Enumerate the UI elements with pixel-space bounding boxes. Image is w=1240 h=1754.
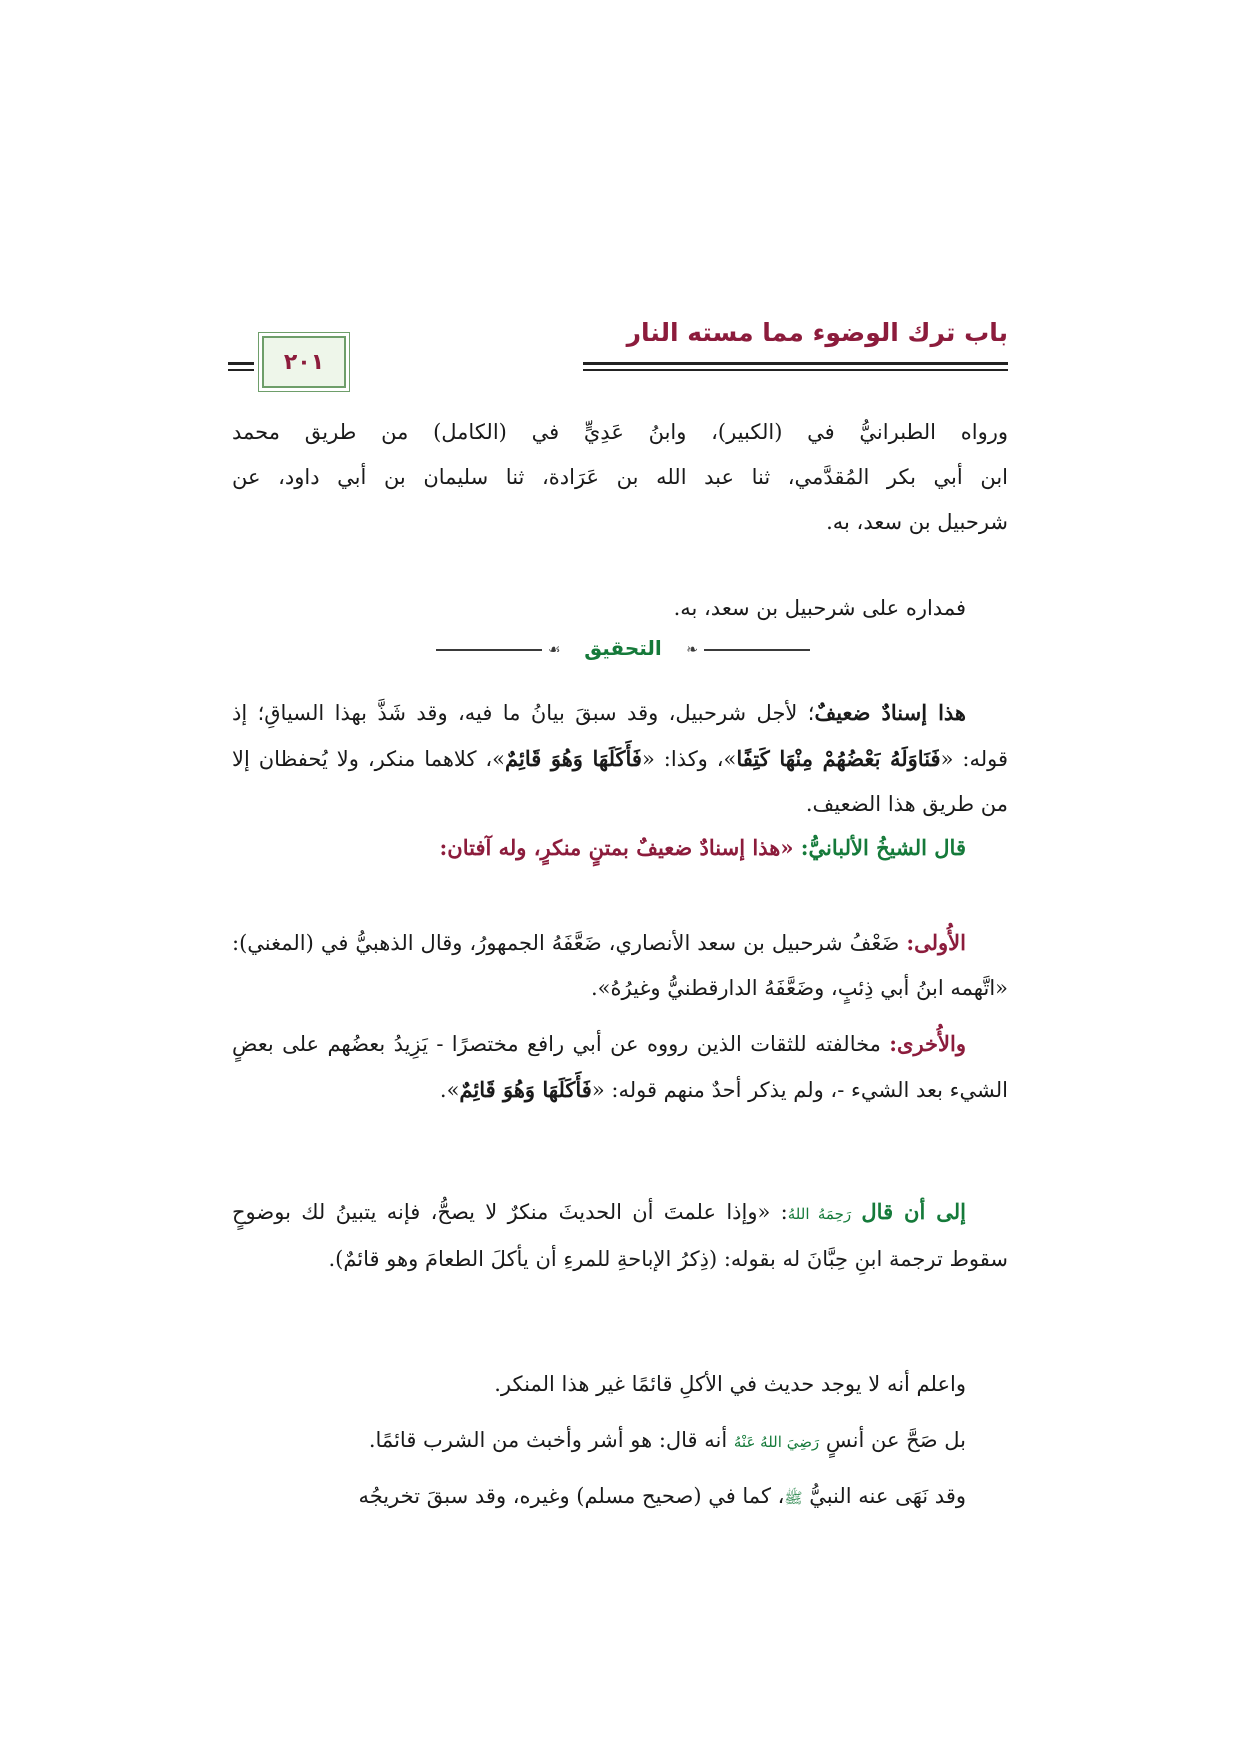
paragraph-conclusion — [232, 1189, 1008, 1282]
paragraph-text: ضَعْفُ شرحبيل بن سعد الأنصاري، ضَعَّفَهُ الجمهورُ، وقال الذهبيُّ في (المغني): «اتَّهمه ابنُ أبي ذِئبٍ، وضَعَّفَهُ الدارقطنيُّ وغيرُهُ». — [232, 931, 1008, 1000]
paragraph-albani — [232, 825, 1008, 871]
honorific-glyph: رَحِمَهُ اللهُ — [787, 1205, 852, 1223]
paragraph-text: مخالفته للثقات الذين رووه عن أبي رافع مختصرًا - يَزِيدُ بعضُهم على بعضٍ الشيء بعد الشيء -، ولم يذكر أحدٌ منهم قوله: « — [232, 1032, 1008, 1102]
chapter-title: باب ترك الوضوء مما مسته النار — [626, 318, 1008, 347]
paragraph-anas — [232, 1418, 1008, 1465]
page-number: ٢٠١ — [283, 349, 325, 375]
paragraph-text: أنه قال: هو أشر وأخبث من الشرب قائمًا. — [368, 1428, 734, 1452]
paragraph-second-defect — [232, 1021, 1008, 1113]
paragraph-narration — [232, 410, 1008, 545]
paragraph-prohibition — [232, 1474, 1008, 1521]
paragraph-text: »، كلاهما منكر، ولا يُحفظان إلا من طريق هذا الضعيف. — [232, 747, 1008, 816]
albani-quote: «هذا إسنادٌ ضعيفٌ بمتنٍ منكرٍ، وله آفتان: — [439, 835, 794, 860]
paragraph-text: ، كما في (صحيح مسلم) وغيره، وقد سبقَ تخريجُه — [358, 1484, 785, 1508]
paragraph-verdict — [232, 690, 1008, 827]
honorific-glyph: ﷺ — [784, 1489, 803, 1507]
section-title: التحقيق — [584, 636, 662, 660]
paragraph-text: بل صَحَّ عن أنسٍ — [819, 1428, 966, 1452]
second-defect-label: والأُخرى: — [889, 1031, 966, 1056]
paragraph-note — [232, 1362, 1008, 1407]
divider-line — [704, 649, 810, 651]
paragraph-text: ؛ لأجل شرحبيل، وقد سبقَ بيانُ ما فيه، وقد شَذَّ بهذا السياقِ؛ إذ قوله: « — [232, 701, 1008, 771]
header-rule — [583, 369, 1008, 371]
albani-lead: قال الشيخُ الألبانيُّ: — [793, 835, 966, 860]
verdict-lead: هذا إسنادٌ ضعيفٌ — [814, 700, 966, 725]
first-defect-label: الأُولى: — [906, 930, 966, 955]
page-number-frame — [262, 336, 346, 388]
honorific-glyph: رَضِيَ اللهُ عَنْهُ — [733, 1433, 820, 1451]
paragraph-text: ». — [439, 1078, 460, 1102]
hadith-quote: فَأَكَلَهَا وَهُوَ قَائِمٌ — [459, 1077, 592, 1102]
paragraph-summary — [232, 586, 1008, 631]
paragraph-text: : «وإذا علمتَ أن الحديثَ منكرٌ لا يصحُّ، فإنه يتبينُ لك بوضوحٍ سقوط ترجمة ابنِ حِبَّانَ له بقوله: (ذِكرُ الإباحةِ للمرءِ أن يأكلَ الطعامَ وهو قائمٌ). — [232, 1200, 1008, 1271]
hadith-quote: فَنَاوَلَهُ بَعْضُهُمْ مِنْهَا كَتِفًا — [736, 746, 941, 771]
header-rule — [228, 369, 254, 371]
text-line: شرحبيل بن سعد، به. — [826, 510, 1008, 534]
text-line: ورواه الطبرانيُّ في (الكبير)، وابنُ عَدِيٍّ في (الكامل) من طريق محمد — [232, 420, 1008, 444]
ornament-icon: ☙ — [548, 642, 561, 658]
header-rule — [228, 362, 254, 365]
ornament-icon: ❧ — [686, 642, 698, 658]
divider-line — [436, 649, 542, 651]
section-divider — [436, 636, 810, 666]
paragraph-text: وقد نَهَى عنه النبيُّ — [802, 1484, 966, 1508]
text-line: فمداره على شرحبيل بن سعد، به. — [673, 596, 966, 620]
paragraph-text: واعلم أنه لا يوجد حديث في الأكلِ قائمًا غير هذا المنكر. — [494, 1372, 966, 1396]
conclusion-lead: إلى أن قال — [861, 1199, 966, 1224]
hadith-quote: فَأَكَلَهَا وَهُوَ قَائِمٌ — [505, 746, 642, 771]
page-header — [228, 318, 1008, 378]
paragraph-text: »، وكذا: « — [641, 747, 737, 771]
header-rule — [583, 362, 1008, 365]
paragraph-first-defect — [232, 920, 1008, 1011]
text-line: ابن أبي بكر المُقدَّمي، ثنا عبد الله بن عَرَادة، ثنا سليمان بن أبي داود، عن — [232, 465, 1008, 489]
